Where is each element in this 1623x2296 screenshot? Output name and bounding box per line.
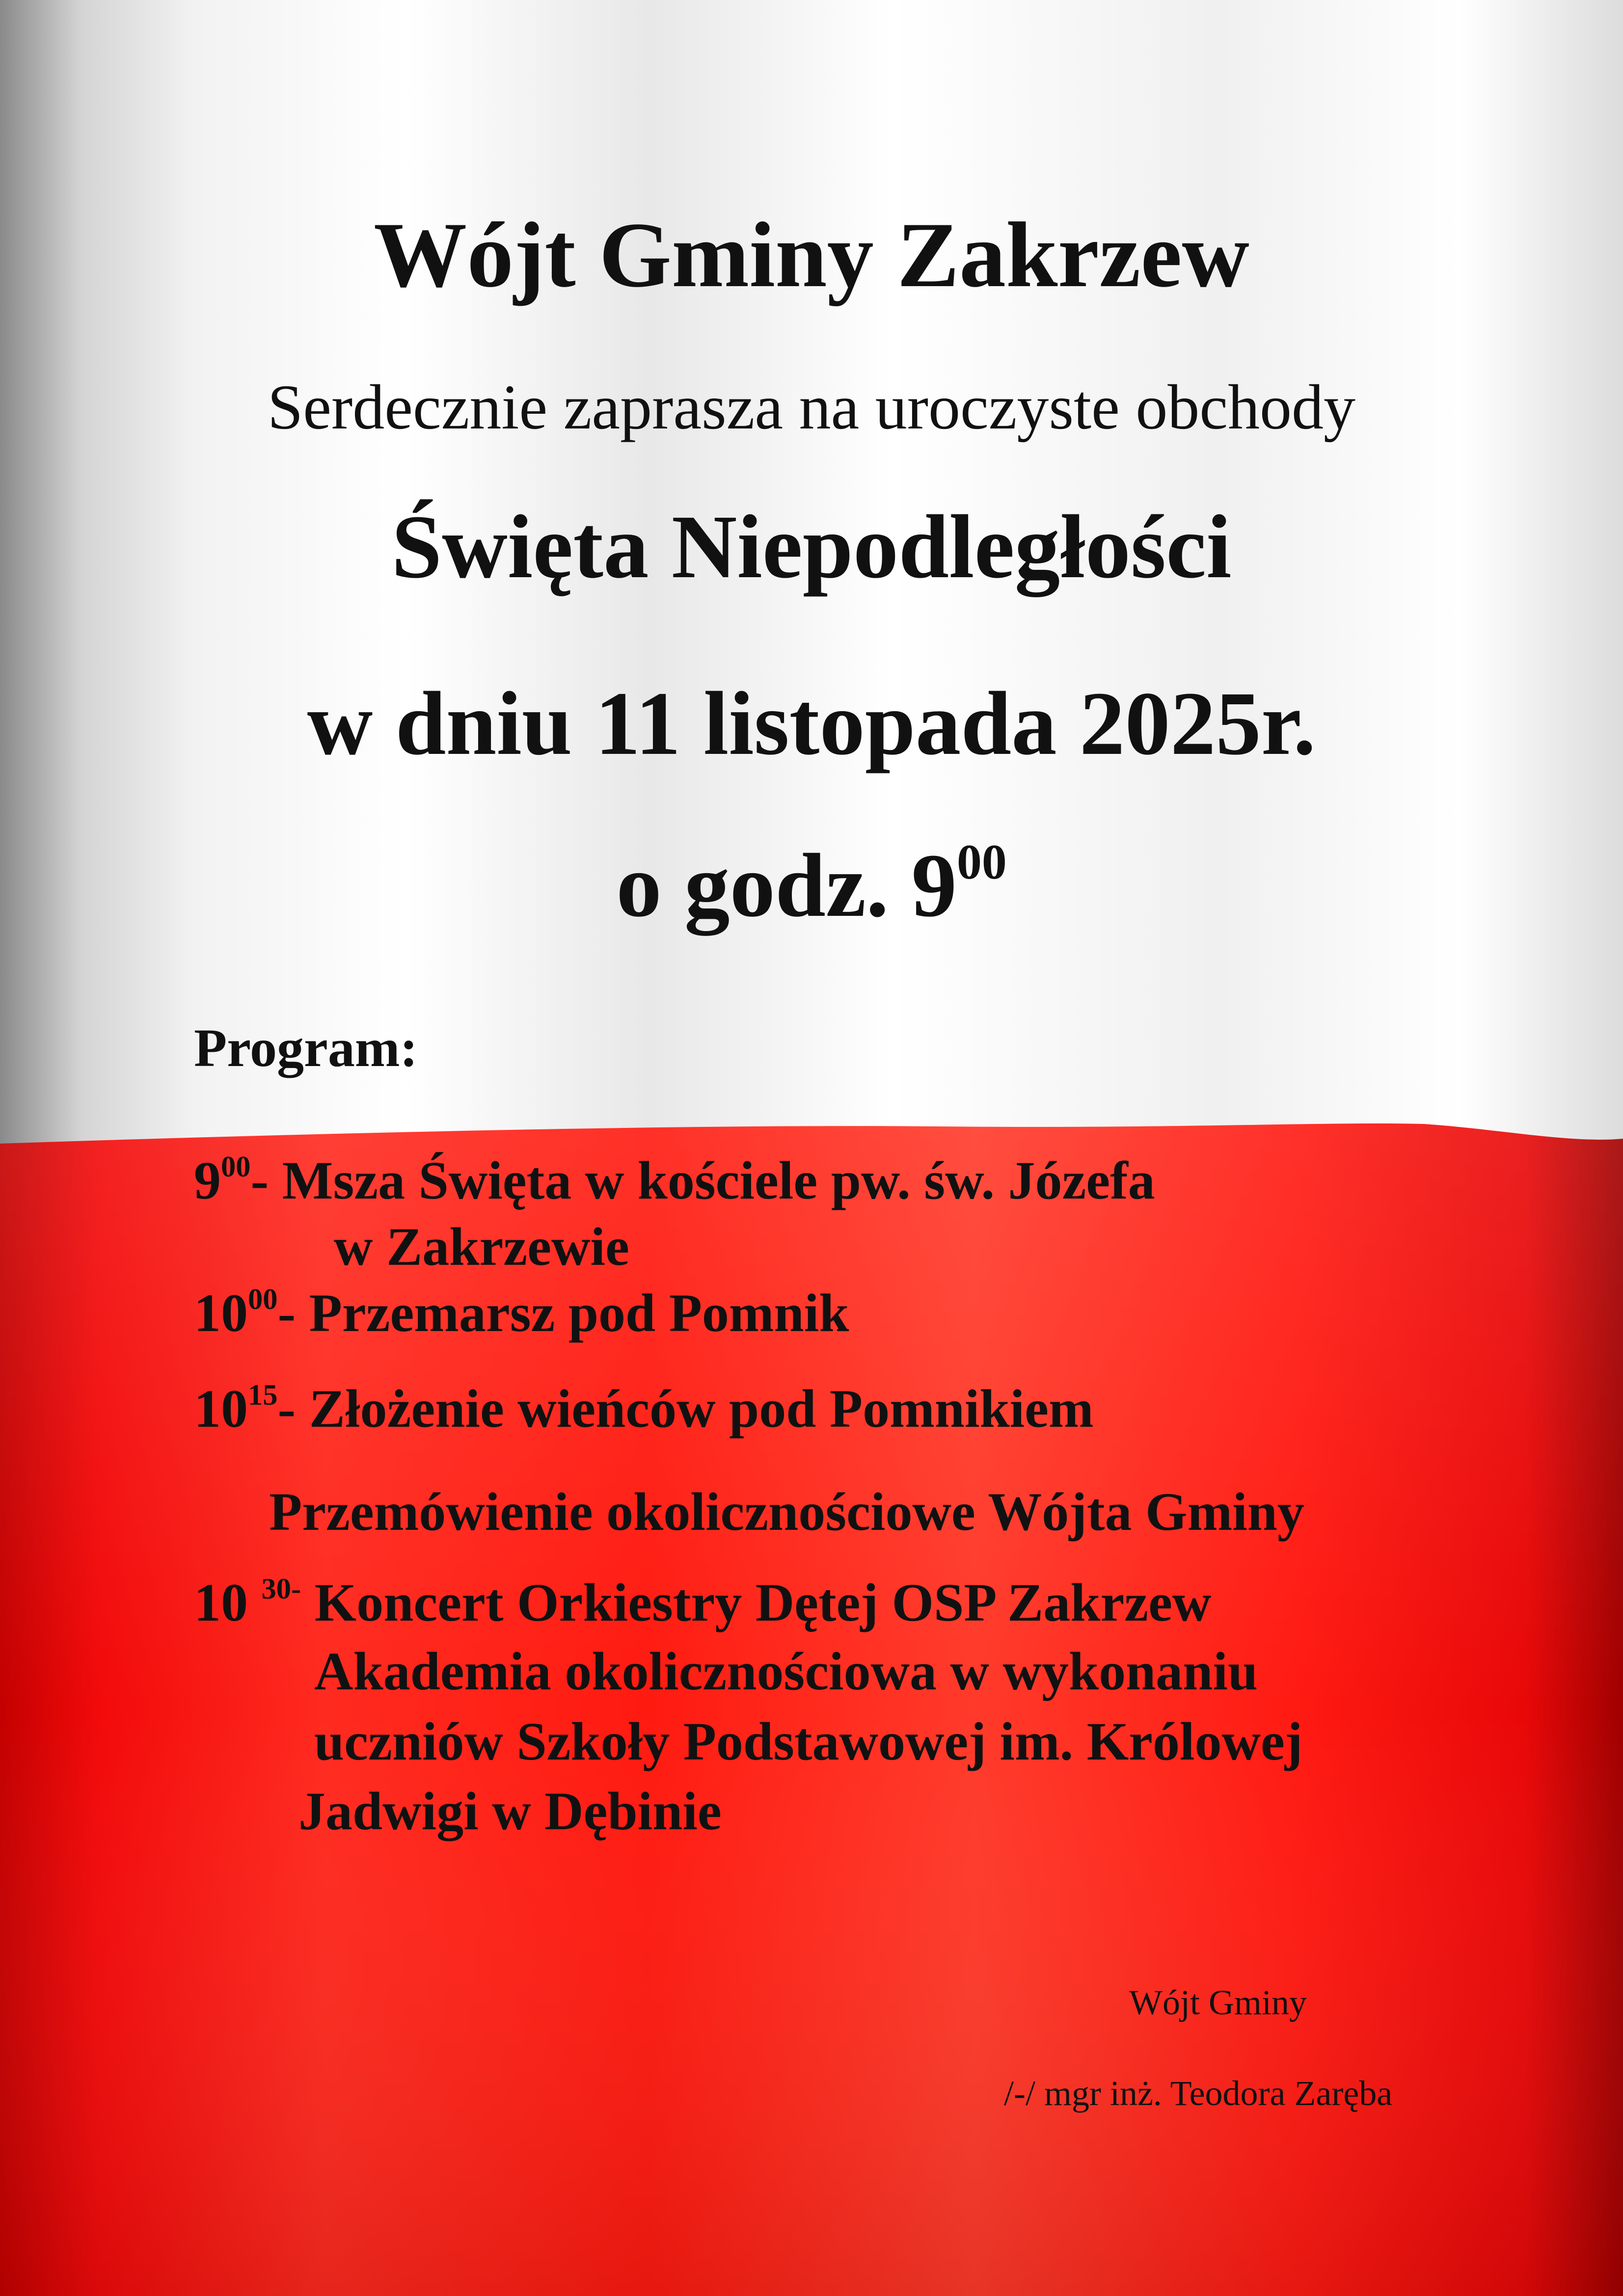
program-item	[194, 1279, 849, 1347]
program-item-continuation: Przemówienie okolicznościowe Wójta Gminy	[269, 1482, 1304, 1542]
program-item	[194, 1568, 1211, 1637]
program-label: Program:	[194, 1018, 418, 1078]
program-item-minutes: 15	[248, 1378, 278, 1412]
program-item-hour: 10	[194, 1573, 262, 1632]
event-time-minutes: 00	[957, 834, 1007, 890]
program-item-text: - Przemarsz pod Pomnik	[277, 1283, 849, 1343]
program-item-continuation: Jadwigi w Dębinie	[298, 1781, 722, 1841]
program-item-text: Koncert Orkiestry Dętej OSP Zakrzew	[301, 1573, 1212, 1632]
event-time-prefix: o godz. 9	[616, 835, 957, 936]
poster-subtitle: Serdecznie zaprasza na uroczyste obchody	[267, 372, 1356, 443]
signature-name: /-/ mgr inż. Teodora Zaręba	[1004, 2074, 1393, 2113]
event-time	[0, 829, 1623, 942]
program-item-minutes: 00	[248, 1282, 278, 1316]
signature-role: Wójt Gminy	[1129, 1983, 1307, 2022]
program-item	[194, 1374, 1094, 1443]
program-item-continuation: uczniów Szkoły Podstawowej im. Królowej	[314, 1711, 1303, 1771]
program-item-minutes: 00	[221, 1150, 251, 1183]
program-item	[194, 1146, 1155, 1215]
event-date: w dniu 11 listopada 2025r.	[307, 673, 1316, 774]
program-item-text: - Złożenie wieńców pod Pomnikiem	[277, 1379, 1094, 1439]
holiday-name: Święta Niepodległości	[391, 497, 1232, 597]
program-item-continuation: Akademia okolicznościowa w wykonaniu	[314, 1641, 1258, 1701]
program-item-hour: 9	[194, 1150, 221, 1210]
program-item-hour: 10	[194, 1283, 248, 1343]
program-item-hour: 10	[194, 1379, 248, 1439]
poster-title: Wójt Gminy Zakrzew	[374, 204, 1249, 307]
program-item-text: - Msza Święta w kościele pw. św. Józefa	[250, 1150, 1155, 1210]
program-item-minutes: 30-	[261, 1572, 301, 1605]
program-item-continuation: w Zakrzewie	[334, 1217, 629, 1277]
